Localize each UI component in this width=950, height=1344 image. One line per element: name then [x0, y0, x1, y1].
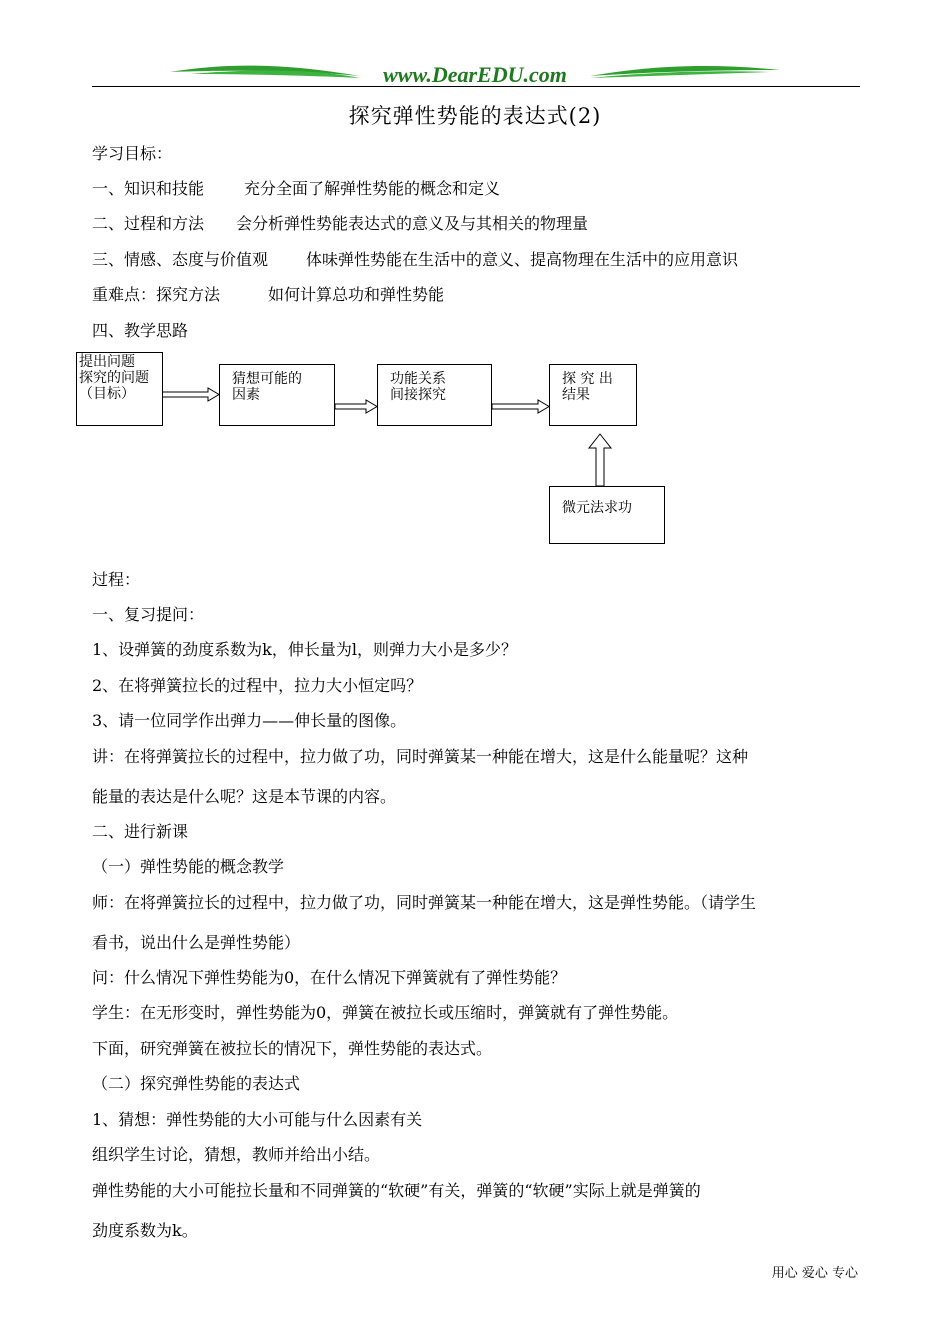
goal-text: 会分析弹性势能表达式的意义及与其相关的物理量 — [236, 214, 589, 233]
key-text: 如何计算总功和弹性势能 — [268, 285, 445, 304]
body-line: （一）弹性势能的概念教学 — [92, 857, 285, 876]
flow-box-text: 提出问题 — [79, 354, 135, 370]
body-line: 讲：在将弹簧拉长的过程中，拉力做了功，同时弹簧某一种能在增大，这是什么能量呢？这种 — [92, 747, 749, 766]
goal-label: 一、知识和技能 — [92, 179, 205, 198]
flow-box-text: 功能关系 — [390, 371, 446, 387]
body-line: 2、在将弹簧拉长的过程中，拉力大小恒定吗？ — [92, 676, 423, 695]
flow-box-text: （目标） — [79, 386, 135, 402]
body-line: 二、进行新课 — [92, 822, 189, 841]
body-line: 过程： — [92, 570, 141, 589]
goals-heading: 学习目标： — [92, 144, 173, 163]
goal-label: 三、情感、态度与价值观 — [92, 250, 269, 269]
flow-box-result — [549, 364, 637, 426]
body-line: 劲度系数为k。 — [92, 1221, 198, 1240]
flow-box-text: 因素 — [232, 387, 260, 403]
key-label: 重难点：探究方法 — [92, 285, 221, 304]
body-line: 下面，研究弹簧在被拉长的情况下，弹性势能的表达式。 — [92, 1039, 493, 1058]
arrow-right-2 — [335, 400, 377, 413]
flow-box-question — [76, 352, 163, 426]
goal-label: 二、过程和方法 — [92, 214, 205, 233]
body-line: 弹性势能的大小可能拉长量和不同弹簧的“软硬”有关，弹簧的“软硬”实际上就是弹簧的 — [92, 1181, 701, 1200]
body-line: 学生：在无形变时，弹性势能为0，弹簧在被拉长或压缩时，弹簧就有了弹性势能。 — [92, 1003, 679, 1022]
footer-slogan: 用心 爱心 专心 — [771, 1266, 858, 1281]
arrow-right-3 — [492, 400, 549, 413]
flow-box-text: 结果 — [562, 387, 590, 403]
flow-box-energy-relation — [377, 364, 492, 426]
body-line: 师：在将弹簧拉长的过程中，拉力做了功，同时弹簧某一种能在增大，这是弹性势能。（请学生 — [92, 893, 757, 912]
header-rule — [92, 86, 860, 87]
body-line: 1、猜想：弹性势能的大小可能与什么因素有关 — [92, 1110, 423, 1129]
goal-item-2 — [92, 214, 588, 234]
page-title: 探究弹性势能的表达式(2) — [348, 104, 602, 128]
flow-box-text: 微元法求功 — [562, 500, 632, 516]
flow-box-text: 间接探究 — [390, 387, 446, 403]
body-line: 问：什么情况下弹性势能为0，在什么情况下弹簧就有了弹性势能？ — [92, 968, 567, 987]
body-line: 能量的表达是什么呢？这是本节课的内容。 — [92, 787, 397, 806]
body-line: 1、设弹簧的劲度系数为k，伸长量为l，则弹力大小是多少？ — [92, 640, 517, 659]
flow-box-text: 探究的问题 — [79, 370, 149, 386]
flow-box-text: 猜想可能的 — [232, 371, 302, 387]
arrow-right-1 — [162, 388, 219, 401]
body-line: 组织学生讨论，猜想，教师并给出小结。 — [92, 1145, 381, 1164]
goal-text: 充分全面了解弹性势能的概念和定义 — [244, 179, 501, 198]
body-line: （二）探究弹性势能的表达式 — [92, 1074, 301, 1093]
goal-item-1 — [92, 179, 500, 199]
flow-box-guess — [219, 364, 335, 426]
logo-text: www.DearEDU.com — [383, 62, 567, 87]
body-line: 一、复习提问： — [92, 605, 205, 624]
flow-box-text: 探 究 出 — [562, 371, 613, 387]
body-line: 3、请一位同学作出弹力——伸长量的图像。 — [92, 711, 407, 730]
arrow-up — [589, 434, 611, 486]
goal-item-3 — [92, 250, 738, 270]
teaching-idea-heading: 四、教学思路 — [92, 321, 189, 340]
logo-swoosh-left-tail — [190, 71, 360, 78]
goal-text: 体味弹性势能在生活中的意义、提高物理在生活中的应用意识 — [306, 250, 739, 269]
body-line: 看书，说出什么是弹性势能） — [92, 933, 301, 952]
key-points — [92, 285, 444, 305]
flow-box-micro-element — [549, 486, 665, 544]
